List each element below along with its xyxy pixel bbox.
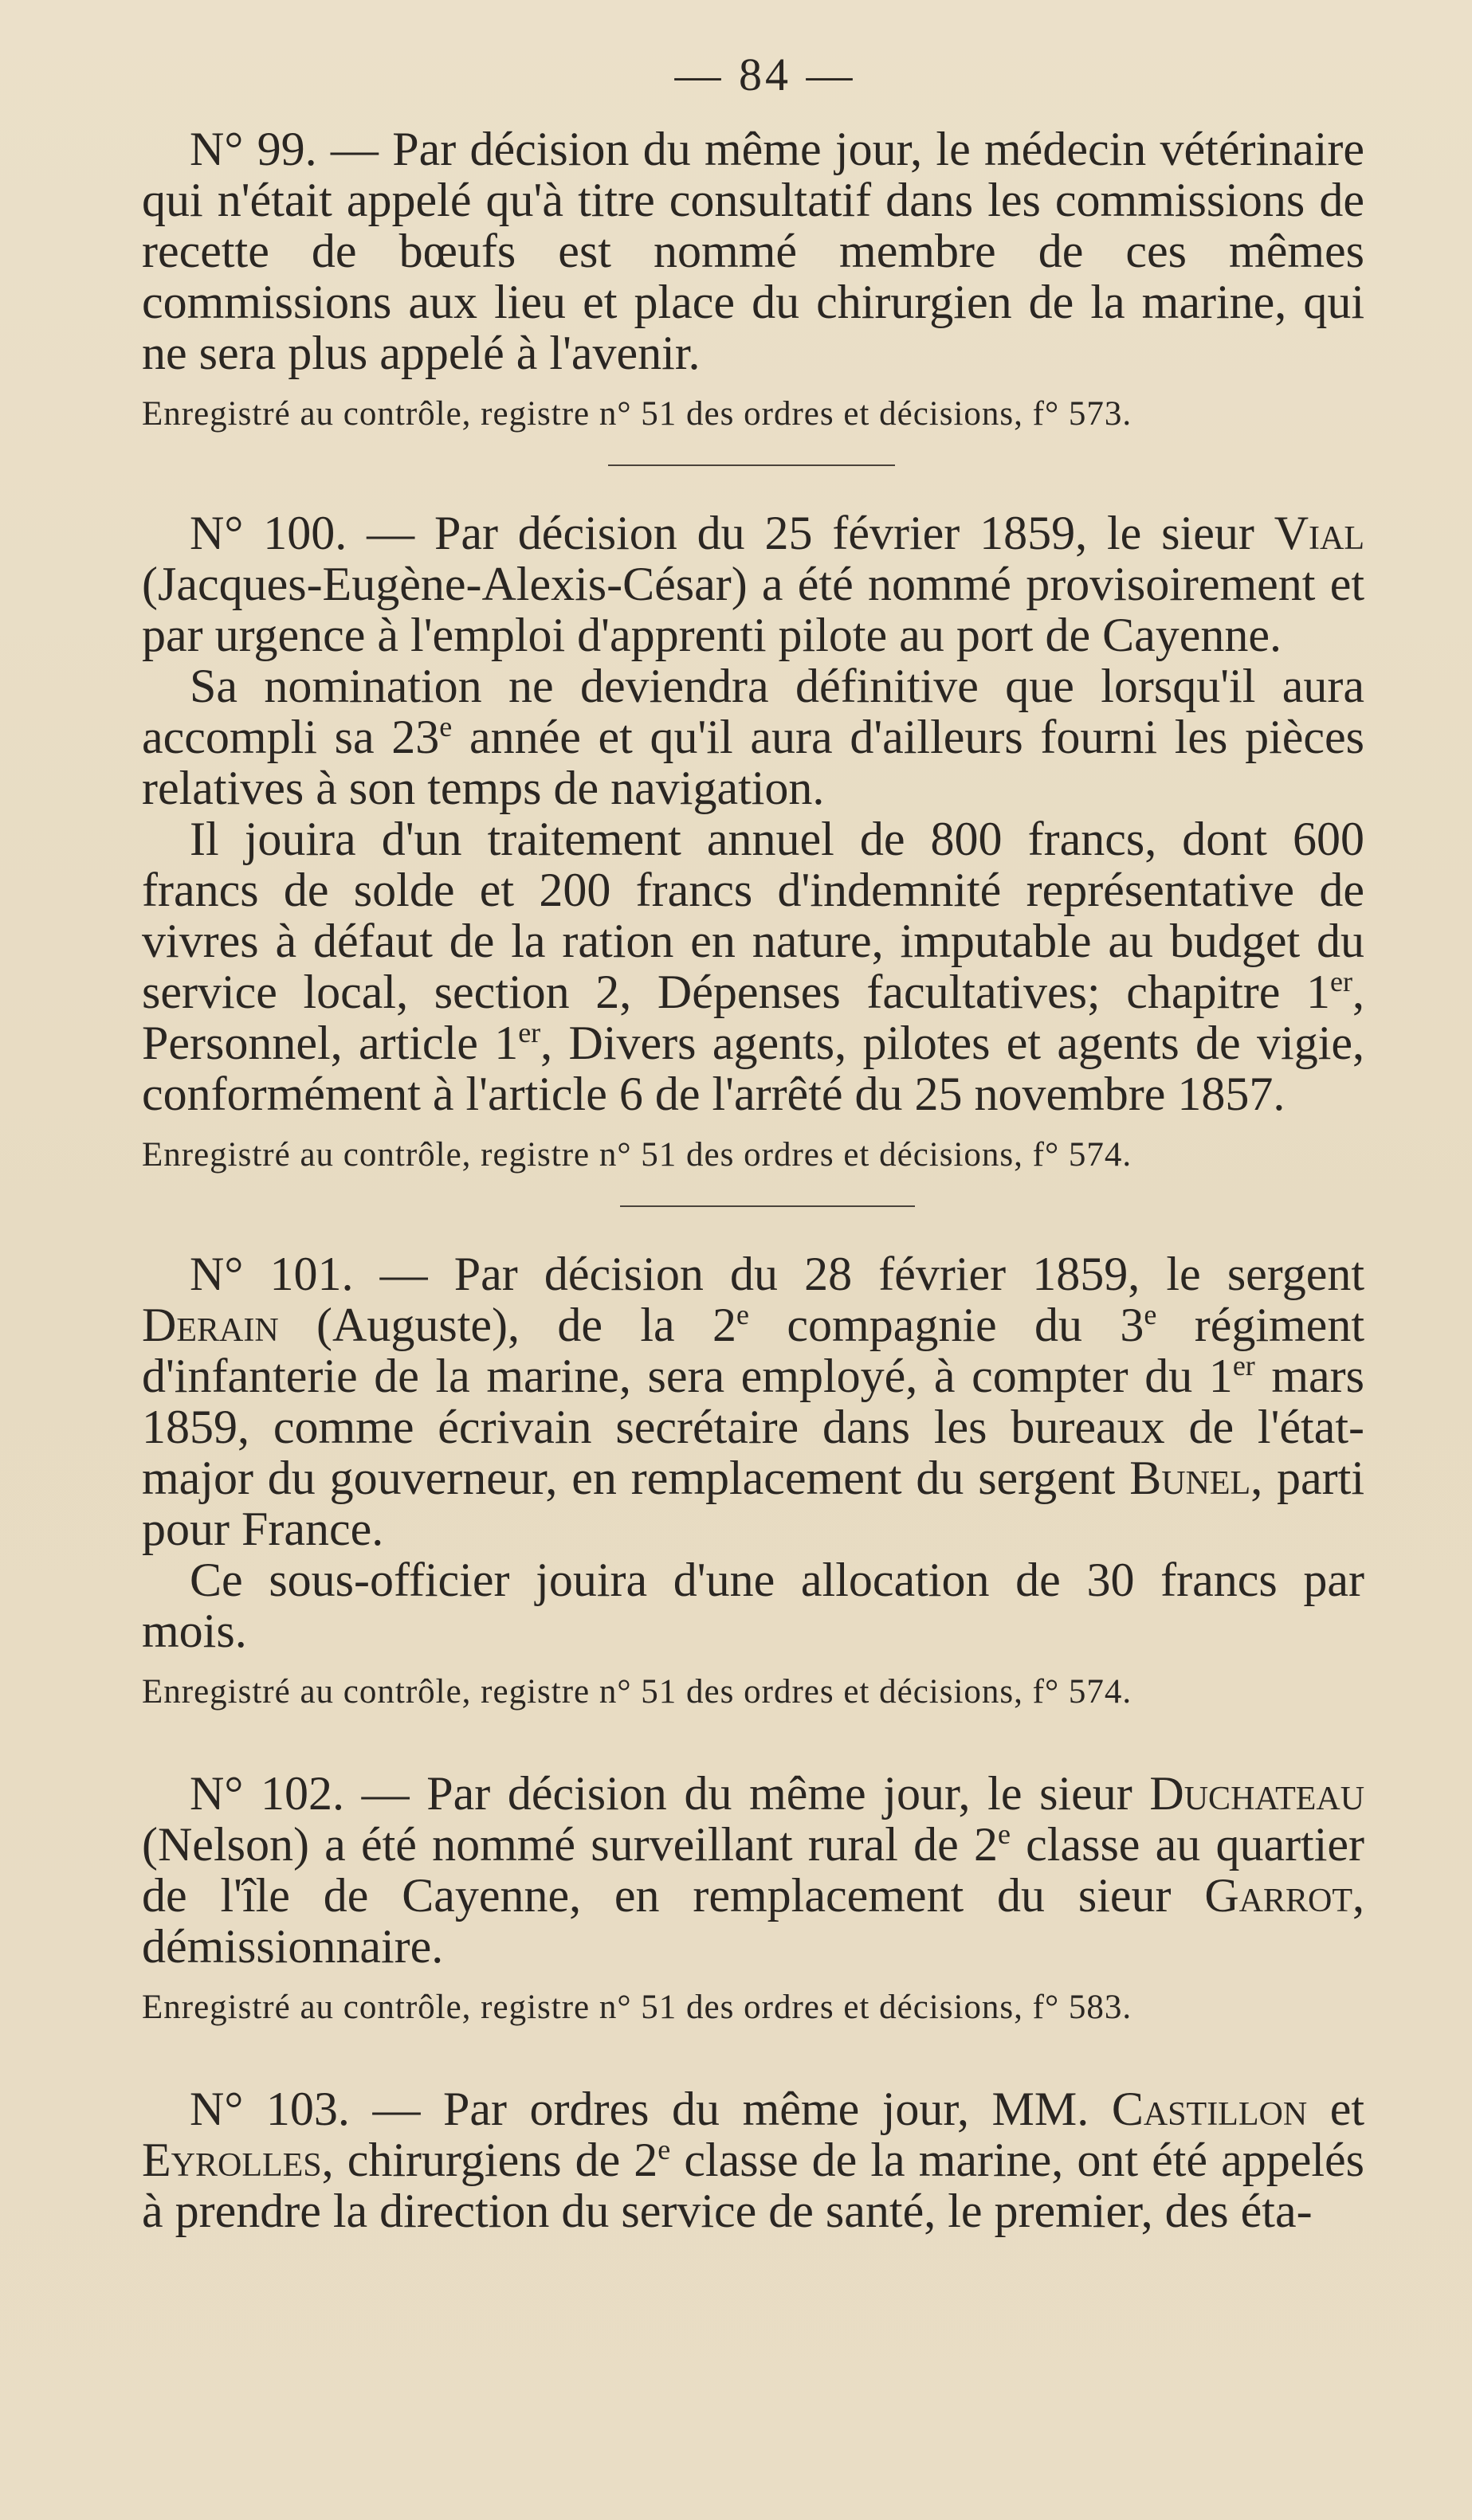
entry-103-text: N° 103. — Par ordres du même jour, MM. Castillon et Eyrolles, chirurgiens de 2e classe de la marine, ont été appelés à prendre la direction du service de santé, le premier, des éta-	[142, 2083, 1365, 2237]
entry-101-text: N° 101. — Par décision du 28 février 1859, le sergent Derain (Auguste), de la 2e compagnie du 3e régiment d'infanterie de la marine, sera employé, à compter du 1er mars 1859, comme écrivain secrétaire dans les bureaux de l'état-major du gouverneur, en remplacement du sergent Bunel, parti pour France.	[142, 1248, 1365, 1555]
entry-number: N° 101.	[190, 1248, 354, 1300]
page-number: — 84 —	[674, 49, 856, 100]
entry-103	[142, 2083, 1364, 2236]
person-name: Garrot	[1204, 1869, 1352, 1922]
entry-100	[142, 508, 1364, 1175]
person-name: Derain	[142, 1299, 279, 1351]
entry-99-text: N° 99. — Par décision du même jour, le médecin vétérinaire qui n'était appelé qu'à titre consultatif dans les commissions de recette de bœufs est nommé membre de ces mêmes commissions aux lieu et place du chirurgien de la marine, qui ne sera plus appelé à l'avenir.	[142, 123, 1365, 379]
entry-100-text: N° 100. — Par décision du 25 février 1859, le sieur Vial (Jacques-Eugène-Alexis-César) a été nommé provisoirement et par urgence à l'emploi d'apprenti pilote au port de Cayenne.	[142, 507, 1364, 661]
person-name: Castillon	[1111, 2083, 1308, 2135]
person-name: Bunel	[1129, 1452, 1251, 1504]
spacer	[142, 2028, 1364, 2083]
registration-note: Enregistré au contrôle, registre n° 51 des ordres et décisions, f° 574.	[142, 1136, 1132, 1174]
section-divider	[608, 464, 895, 466]
entry-number: N° 103.	[190, 2083, 350, 2135]
entry-101-paragraph-2: Ce sous-officier jouira d'une allocation de 30 francs par mois.	[142, 1554, 1364, 1657]
entry-102-text: N° 102. — Par décision du même jour, le sieur Duchateau (Nelson) a été nommé surveillant rural de 2e classe au quartier de l'île de Cayenne, en remplacement du sieur Garrot, démissionnaire.	[142, 1767, 1365, 1973]
section-divider	[620, 1205, 915, 1207]
registration-note: Enregistré au contrôle, registre n° 51 des ordres et décisions, f° 573.	[142, 395, 1132, 433]
entry-102	[142, 1768, 1364, 2028]
entry-99	[142, 123, 1364, 434]
entry-100-paragraph-3: Il jouira d'un traitement annuel de 800 francs, dont 600 francs de solde et 200 francs d'indemnité représentative de vivres à défaut de la ration en nature, imputable au budget du service local, section 2, Dépenses facultatives; chapitre 1er, Personnel, article 1er, Divers agents, pilotes et agents de vigie, conformément à l'article 6 de l'arrêté du 25 novembre 1857.	[142, 813, 1364, 1120]
registration-note: Enregistré au contrôle, registre n° 51 des ordres et décisions, f° 574.	[142, 1673, 1132, 1711]
entry-body: Par décision du même jour, le médecin vétérinaire qui n'était appelé qu'à titre consultatif dans les commissions de recette de bœufs est nommé membre de ces mêmes commissions aux lieu et place du chirurgien de la marine, qui ne sera plus appelé à l'avenir.	[142, 123, 1365, 379]
person-name: Eyrolles	[142, 2134, 322, 2186]
entry-number: N° 100.	[190, 507, 347, 559]
entry-number: N° 102.	[190, 1767, 344, 1820]
entry-number: N° 99.	[190, 123, 317, 175]
registration-note: Enregistré au contrôle, registre n° 51 des ordres et décisions, f° 583.	[142, 1989, 1132, 2026]
entry-100-paragraph-2: Sa nomination ne deviendra définitive que lorsqu'il aura accompli sa 23e année et qu'il aura d'ailleurs fourni les pièces relatives à son temps de navigation.	[142, 660, 1365, 814]
person-name: Vial	[1274, 507, 1364, 559]
entry-101	[142, 1248, 1364, 1712]
person-name: Duchateau	[1149, 1767, 1365, 1820]
spacer	[142, 1712, 1364, 1768]
